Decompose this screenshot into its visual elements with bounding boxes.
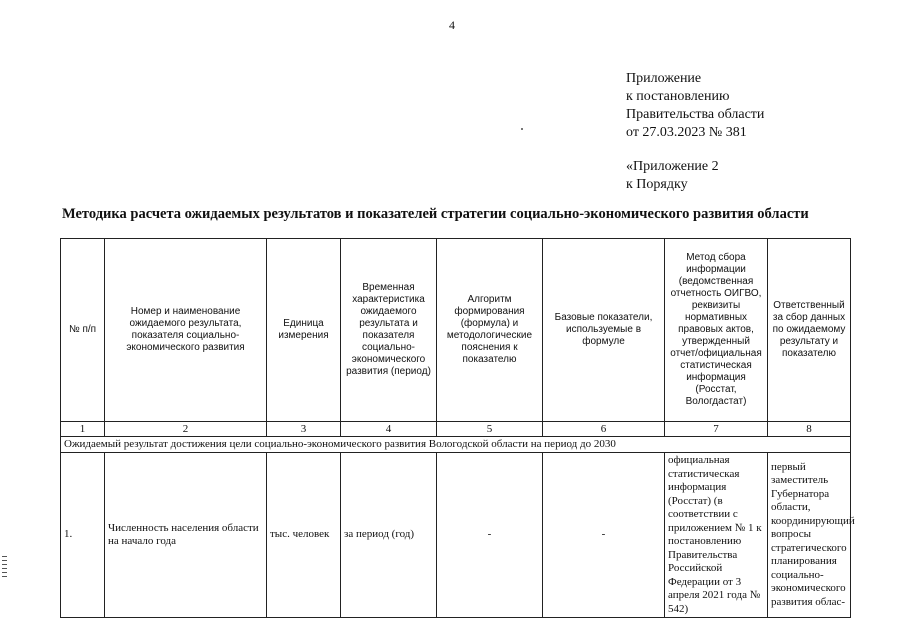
appendix-block xyxy=(626,70,764,194)
responsible-cell: первый заместитель Губернатора области, координирующий вопросы стратегического планирования социально-экономического развития облас- xyxy=(768,453,851,618)
table-row xyxy=(61,453,851,618)
section-title: Ожидаемый результат достижения цели социально-экономического развития Вологодской области на период до 2030 xyxy=(61,437,851,453)
methods-table xyxy=(60,238,855,618)
column-number: 4 xyxy=(341,422,437,437)
header-cell: Временная характеристика ожидаемого результата и показателя социально-экономического развития (период) xyxy=(341,239,437,422)
appendix-line: «Приложение 2 xyxy=(626,159,719,174)
column-number: 8 xyxy=(768,422,851,437)
header-cell: Номер и наименование ожидаемого результата, показателя социально-экономического развития xyxy=(105,239,267,422)
margin-marks xyxy=(2,556,8,580)
appendix-line: Приложение xyxy=(626,71,702,86)
column-number: 3 xyxy=(267,422,341,437)
section-row xyxy=(61,437,851,453)
appendix-line: от 27.03.2023 № 381 xyxy=(626,125,747,140)
appendix-line: Правительства области xyxy=(626,107,765,122)
column-number-row xyxy=(61,422,851,437)
header-cell: Единица измерения xyxy=(267,239,341,422)
column-number: 5 xyxy=(437,422,543,437)
column-number: 2 xyxy=(105,422,267,437)
scan-dot xyxy=(521,128,523,130)
indicator-name: Численность населения области на начало года xyxy=(105,453,267,618)
document-title: Методика расчета ожидаемых результатов и показателей стратегии социально-экономического развития области xyxy=(62,206,809,222)
row-number: 1. xyxy=(61,453,105,618)
column-number: 7 xyxy=(665,422,768,437)
header-row xyxy=(61,239,851,422)
appendix-line: к Порядку xyxy=(626,177,688,192)
column-number: 1 xyxy=(61,422,105,437)
header-cell: Ответственный за сбор данных по ожидаемому результату и показателю xyxy=(768,239,851,422)
header-cell: Метод сбора информации (ведомственная отчетность ОИГВО, реквизиты нормативных правовых актов, утвержденный отчет/официальная статистическая информация (Росстат, Вологдастат) xyxy=(665,239,768,422)
period-cell: за период (год) xyxy=(341,453,437,618)
appendix-line: к постановлению xyxy=(626,89,730,104)
base-indicators-cell: - xyxy=(543,453,665,618)
collection-method-cell: официальная статистическая информация (Росстат) (в соответствии с приложением № 1 к постановлению Правительства Российской Федерации от 3 апреля 2021 года № 542) xyxy=(665,453,768,618)
header-cell: Базовые показатели, используемые в формуле xyxy=(543,239,665,422)
header-cell: № п/п xyxy=(61,239,105,422)
column-number: 6 xyxy=(543,422,665,437)
algorithm-cell: - xyxy=(437,453,543,618)
unit-cell: тыс. человек xyxy=(267,453,341,618)
header-cell: Алгоритм формирования (формула) и методологические пояснения к показателю xyxy=(437,239,543,422)
page-number: 4 xyxy=(449,18,455,32)
